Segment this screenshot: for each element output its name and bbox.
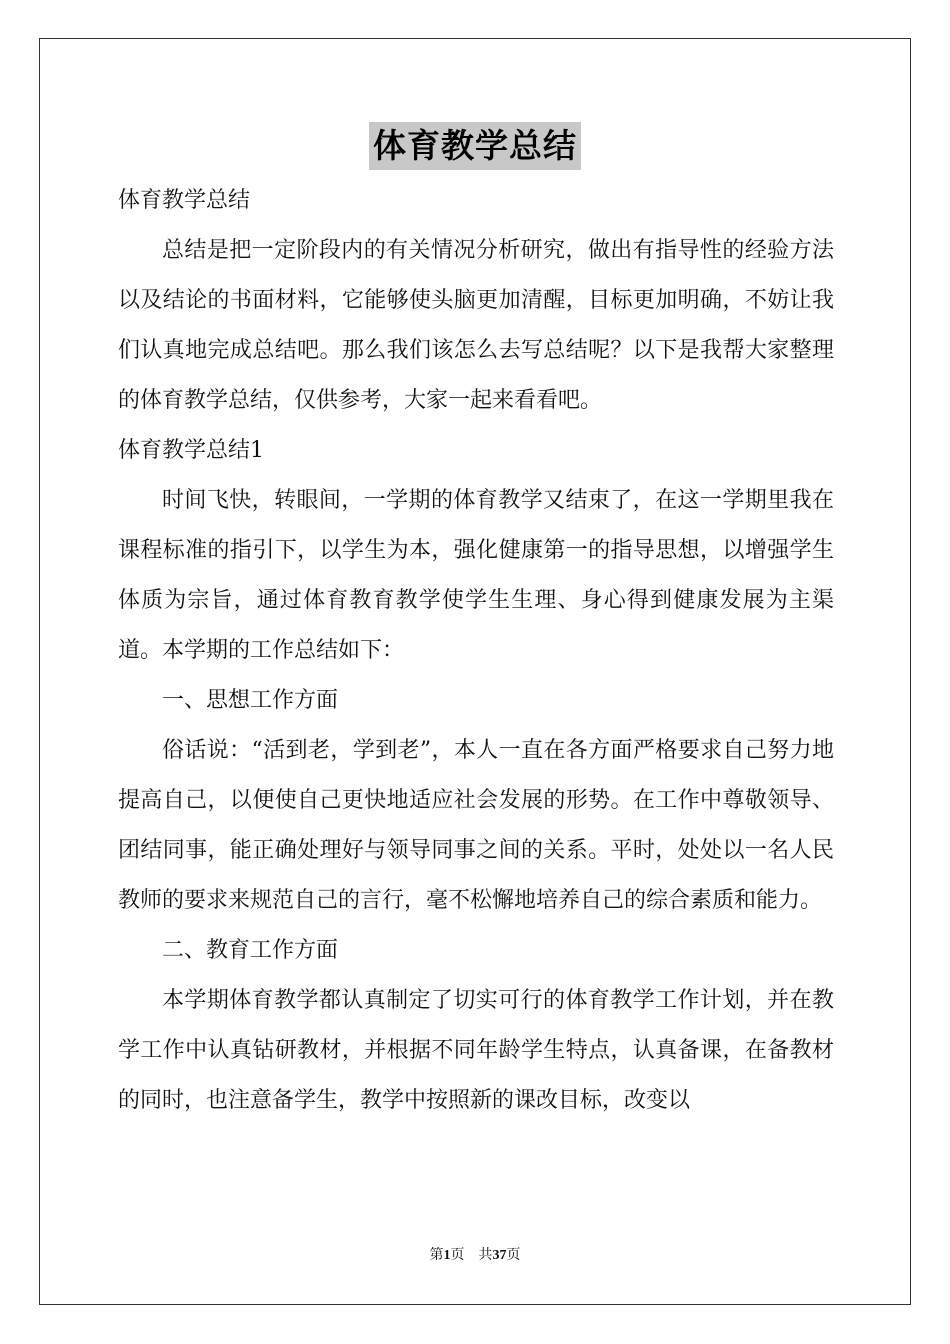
subsection-heading: 一、思想工作方面 (162, 688, 339, 713)
section-heading: 体育教学总结1 (118, 438, 264, 463)
footer-prefix: 第 (429, 1248, 444, 1263)
total-pages-number: 37 (492, 1248, 507, 1263)
subsection-heading: 二、教育工作方面 (162, 938, 339, 963)
document-title: 体育教学总结 (369, 122, 581, 170)
footer-mid: 页 共 (450, 1248, 493, 1263)
paragraph: 本学期体育教学都认真制定了切实可行的体育教学工作计划，并在教学工作中认真钻研教材，并根据不同年龄学生特点，认真备课，在备教材的同时，也注意备学生，教学中按照新的课改目标，改变以 (118, 988, 834, 1113)
document-body (118, 176, 834, 1126)
current-page-number: 1 (443, 1248, 451, 1263)
page-footer (0, 1244, 950, 1264)
paragraph: 时间飞快，转眼间，一学期的体育教学又结束了，在这一学期里我在课程标准的指引下，以学生为本，强化健康第一的指导思想，以增强学生体质为宗旨，通过体育教育教学使学生生理、身心得到健康发展为主渠道。本学期的工作总结如下： (118, 488, 834, 663)
footer-suffix: 页 (506, 1248, 521, 1263)
paragraph: 总结是把一定阶段内的有关情况分析研究，做出有指导性的经验方法以及结论的书面材料，它能够使头脑更加清醒，目标更加明确，不妨让我们认真地完成总结吧。那么我们该怎么去写总结呢？以下是我帮大家整理的体育教学总结，仅供参考，大家一起来看看吧。 (118, 238, 834, 413)
title-container (0, 122, 950, 170)
paragraph: 俗话说：“活到老，学到老”，本人一直在各方面严格要求自己努力地提高自己，以便使自己更快地适应社会发展的形势。在工作中尊敬领导、团结同事，能正确处理好与领导同事之间的关系。平时，处处以一名人民教师的要求来规范自己的言行，毫不松懈地培养自己的综合素质和能力。 (118, 738, 834, 913)
section-heading: 体育教学总结 (118, 188, 251, 213)
